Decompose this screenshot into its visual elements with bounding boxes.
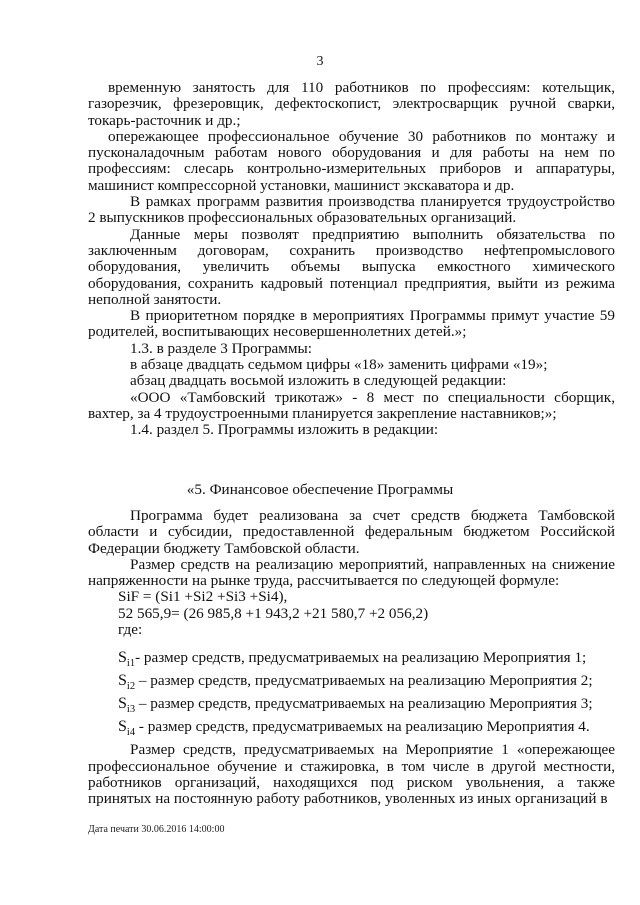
definition-item [118, 669, 615, 692]
paragraph: «ООО «Тамбовский трикотаж» - 8 мест по специальности сборщик, вахтер, за 4 трудоустроенными планируется закрепление наставников;»; [88, 388, 615, 422]
paragraph: Размер средств на реализацию мероприятий, направленных на снижение напряженности на рынке труда, рассчитывается по следующей формуле: [88, 555, 615, 590]
definition-text: – размер средств, предусматриваемых на реализацию Мероприятия 2; [135, 672, 593, 690]
document-body-top [88, 80, 615, 439]
definition-item [118, 646, 615, 669]
formula [88, 589, 615, 638]
paragraph: Программа будет реализована за счет средств бюджета Тамбовской области и субсидии, предоставленной федеральным бюджетом Российской Федерации бюджету Тамбовской области. [88, 507, 615, 557]
paragraph: 1.4. раздел 5. Программы изложить в редакции: [130, 421, 439, 439]
definition-symbol: $S_{i2}$ [118, 672, 136, 693]
section-heading: «5. Финансовое обеспечение Программы [186, 481, 454, 498]
definition-symbol: $S_{i3}$ [118, 695, 136, 716]
definition-text: – размер средств, предусматриваемых на реализацию Мероприятия 3; [135, 695, 593, 713]
definition-text: - размер средств, предусматриваемых на реализацию Мероприятия 4. [135, 718, 590, 736]
definition-symbol: $S_{i4}$ [118, 718, 136, 739]
paragraph: Размер средств, предусматриваемых на Мероприятие 1 «опережающее профессиональное обучение и стажировка, в том числе в другой местности, работников организаций, находящихся под риском увольнения, а также принятых на постоянную работу работников, уволенных из иных организаций в [88, 741, 615, 808]
formula-line-2: 52 565,9= (26 985,8 +1 943,2 +21 580,7 +2 056,2) [118, 604, 429, 622]
formula-line-1: SiF = (Si1 +Si2 +Si3 +Si4), [118, 588, 288, 606]
formula-where: где: [118, 621, 143, 639]
definition-item [118, 692, 615, 715]
paragraph: 1.3. в разделе 3 Программы: [130, 339, 312, 357]
definition-text: - размер средств, предусматриваемых на реализацию Мероприятия 1; [135, 649, 587, 667]
definition-symbol: $S_{i1}$ [118, 649, 136, 670]
definitions-list [88, 646, 615, 738]
paragraph: В рамках программ развития производства планируется трудоустройство 2 выпускников профессиональных образовательных организаций. [88, 193, 615, 227]
document-body-bottom [88, 508, 615, 808]
paragraph: опережающее профессиональное обучение 30 работников по монтажу и пусконаладочным работам нового оборудования и для работы на нем по профессиям: слесарь контрольно-измерительных приборов и аппаратуры, машинист компрессорной установки, машинист экскаватора и др. [88, 127, 615, 194]
print-date-footer: Дата печати 30.06.2016 14:00:00 [88, 824, 225, 835]
definition-item [118, 715, 615, 738]
page-number: 3 [316, 54, 324, 69]
paragraph: В приоритетном порядке в мероприятиях Программы примут участие 59 родителей, воспитывающих несовершеннолетних детей.»; [88, 307, 615, 341]
paragraph: в абзаце двадцать седьмом цифры «18» заменить цифрами «19»; [130, 356, 548, 374]
paragraph: абзац двадцать восьмой изложить в следующей редакции: [130, 372, 507, 390]
paragraph: Данные меры позволят предприятию выполнить обязательства по заключенным договорам, сохранить производство нефтепромыслового оборудования, увеличить объемы выпуска емкостного химического оборудования, сохранить кадровый потенциал предприятия, выйти из режима неполной занятости. [88, 225, 615, 308]
paragraph: временную занятость для 110 работников по профессиям: котельщик, газорезчик, фрезеровщик, дефектоскопист, электросварщик ручной сварки, токарь-расточник и др.; [88, 79, 615, 129]
